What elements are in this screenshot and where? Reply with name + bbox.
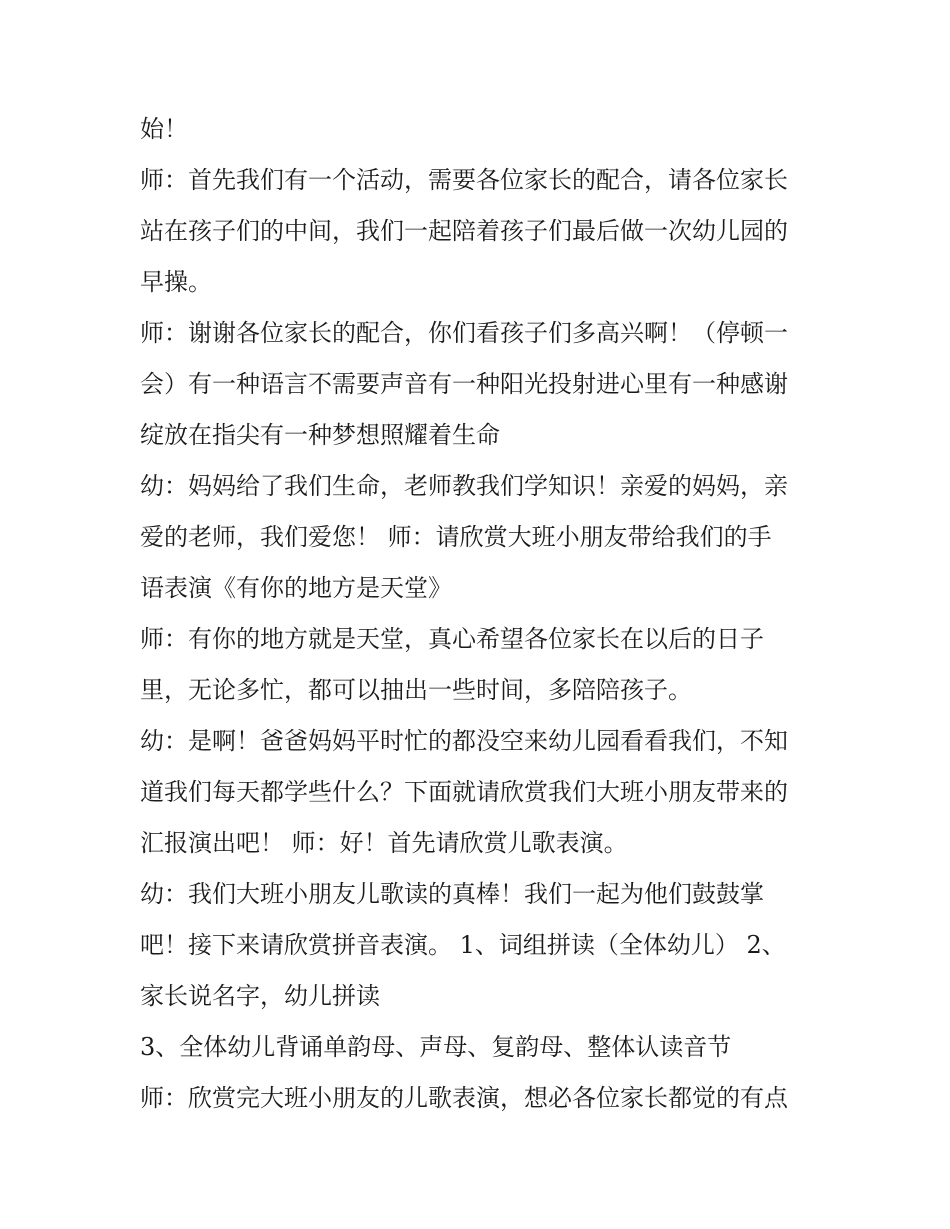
text-line: 里，无论多忙，都可以抽出一些时间，多陪陪孩子。 — [140, 676, 692, 704]
text-line: 师：谢谢各位家长的配合，你们看孩子们多高兴啊！（停顿一 — [140, 319, 788, 347]
text-line: 汇报演出吧！ 师：好！首先请欣赏儿歌表演。 — [140, 829, 628, 857]
text-line: 语表演《有你的地方是天堂》 — [140, 574, 452, 602]
text-line: 吧！接下来请欣赏拼音表演。 1、词组拼读（全体幼儿） 2、 — [140, 931, 786, 959]
text-line: 师：有你的地方就是天堂，真心希望各位家长在以后的日子 — [140, 625, 764, 653]
text-line: 3、全体幼儿背诵单韵母、声母、复韵母、整体认读音节 — [140, 1033, 732, 1061]
text-line: 始！ — [140, 115, 188, 143]
text-line: 幼：我们大班小朋友儿歌读的真棒！我们一起为他们鼓鼓掌 — [140, 880, 764, 908]
text-line: 幼：妈妈给了我们生命，老师教我们学知识！亲爱的妈妈，亲 — [140, 472, 788, 500]
text-line: 道我们每天都学些什么？下面就请欣赏我们大班小朋友带来的 — [140, 778, 788, 806]
text-line: 爱的老师，我们爱您！ 师：请欣赏大班小朋友带给我们的手 — [140, 523, 772, 551]
text-line: 绽放在指尖有一种梦想照耀着生命 — [140, 421, 500, 449]
text-line: 早操。 — [140, 268, 212, 296]
text-line: 会）有一种语言不需要声音有一种阳光投射进心里有一种感谢 — [140, 370, 788, 398]
text-line: 家长说名字，幼儿拼读 — [140, 982, 380, 1010]
text-line: 师：首先我们有一个活动，需要各位家长的配合，请各位家长 — [140, 166, 788, 194]
text-line: 师：欣赏完大班小朋友的儿歌表演，想必各位家长都觉的有点 — [140, 1084, 788, 1112]
text-line: 站在孩子们的中间，我们一起陪着孩子们最后做一次幼儿园的 — [140, 217, 788, 245]
text-line: 幼：是啊！爸爸妈妈平时忙的都没空来幼儿园看看我们，不知 — [140, 727, 788, 755]
